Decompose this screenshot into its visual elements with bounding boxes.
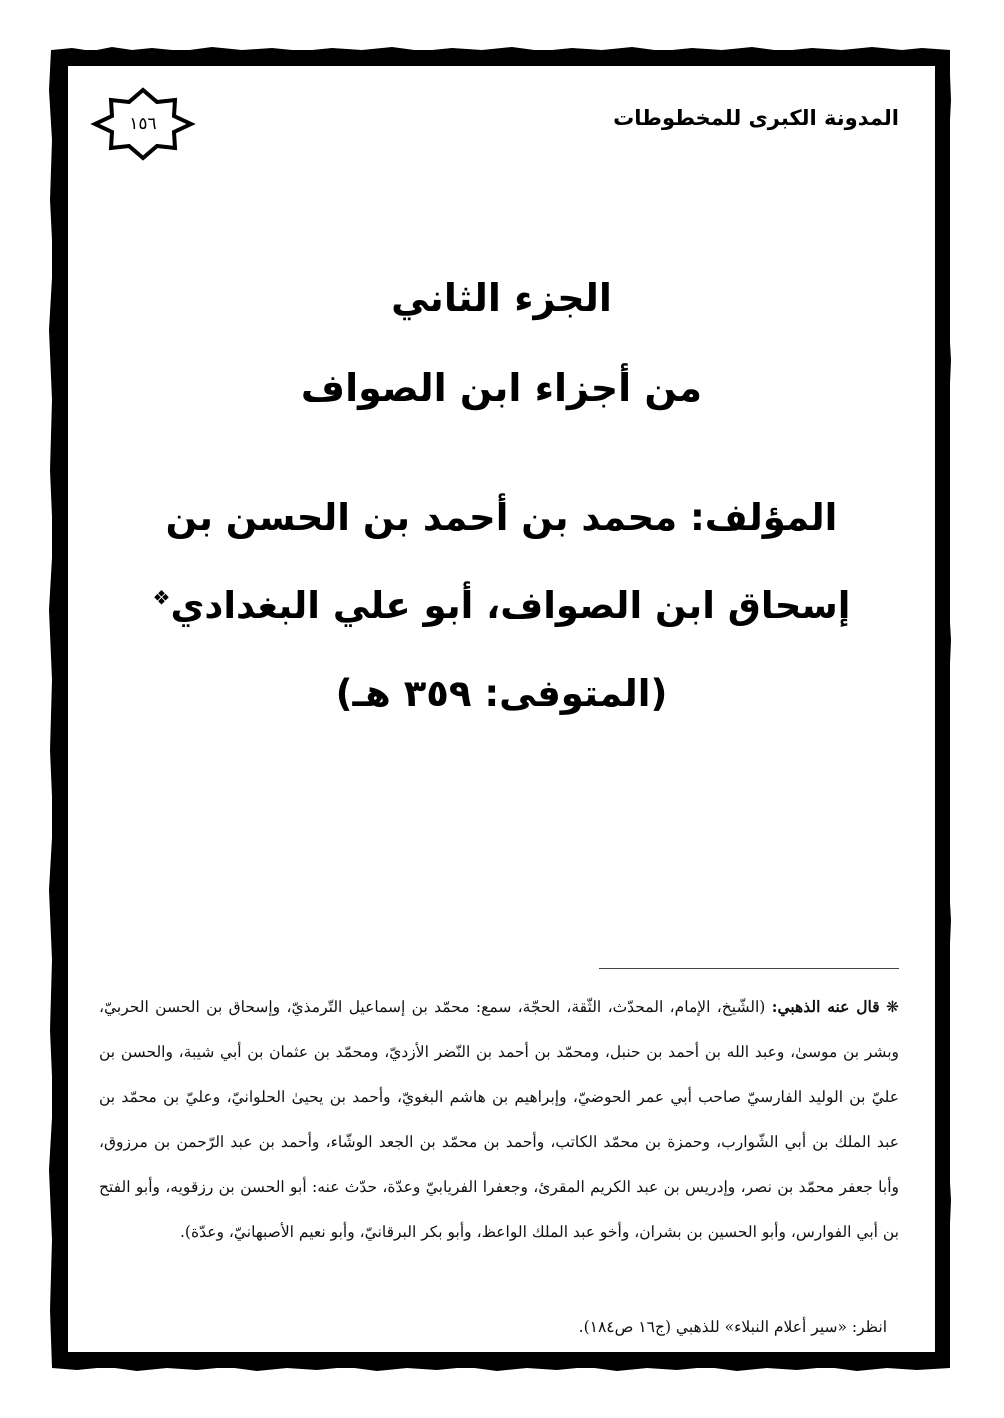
footnote-divider — [599, 968, 899, 969]
footnote-asterisk-icon: ❋ — [886, 998, 899, 1016]
death-date: (المتوفى: ٣٥٩ هـ) — [335, 672, 668, 715]
footnote-label: قال عنه الذهبي: — [771, 997, 880, 1016]
border-rough-edge-bottom — [52, 1364, 950, 1372]
author-line-1: المؤلف: محمد بن أحمد بن الحسن بن — [165, 496, 838, 539]
border-rough-edge-left — [48, 50, 54, 1368]
footnote-text: (الشّيخ، الإمام، المحدّث، الثّقة، الحجّة، سمع: محمّد بن إسماعيل التّرمذيّ، وإسحاق بن الحسن الحربيّ، وبشر بن موسىٰ، وعبد الله بن أحمد بن حنبل، ومحمّد بن أحمد بن النّضر الأزديّ، ومحمّد بن عثمان بن أبي شيبة، والحسن بن عليّ بن الوليد الفارسيّ صاحب أبي عمر الحوضيّ، وإبراهيم بن هاشم البغويّ، وأحمد بن يحيىٰ الحلوانيّ، وعليّ بن محمّد بن عبد الملك بن أبي الشّوارب، وحمزة بن محمّد الكاتب، وأحمد بن محمّد بن الجعد الوشّاء، وأحمد بن عبد الرّحمن بن مرزوق، وأبا جعفر محمّد بن نصر، وإدريس بن عبد الكريم المقرئ، وجعفرا الفريابيّ وعدّة، حدّث عنه: أبو الحسن بن رزقويه، وأبو الفتح بن أبي الفوارس، وأبو الحسين بن بشران، وأخو عبد الملك الواعظ، وأبو بكر البرقانيّ، وأبو نعيم الأصبهانيّ، وعدّة). — [99, 998, 899, 1241]
footnote-marker-icon[interactable]: ❖ — [152, 585, 171, 610]
author-line-2 — [68, 584, 935, 627]
footnote-reference: انظر: «سير أعلام النبلاء» للذهبي (ج١٦ ص١٨٤). — [578, 1318, 887, 1336]
author-name-continued: إسحاق ابن الصواف، أبو علي البغدادي — [170, 584, 851, 627]
part-subtitle: من أجزاء ابن الصواف — [300, 366, 703, 410]
book-title-header: المدونة الكبرى للمخطوطات — [613, 106, 899, 130]
footnote-body — [99, 984, 899, 1255]
part-title: الجزء الثاني — [391, 276, 612, 320]
page-number-badge — [87, 86, 199, 162]
border-rough-edge-right — [946, 50, 952, 1368]
border-rough-edge-top — [52, 46, 950, 54]
page-number: ١٥٦ — [129, 114, 157, 134]
page-content — [68, 66, 935, 1352]
